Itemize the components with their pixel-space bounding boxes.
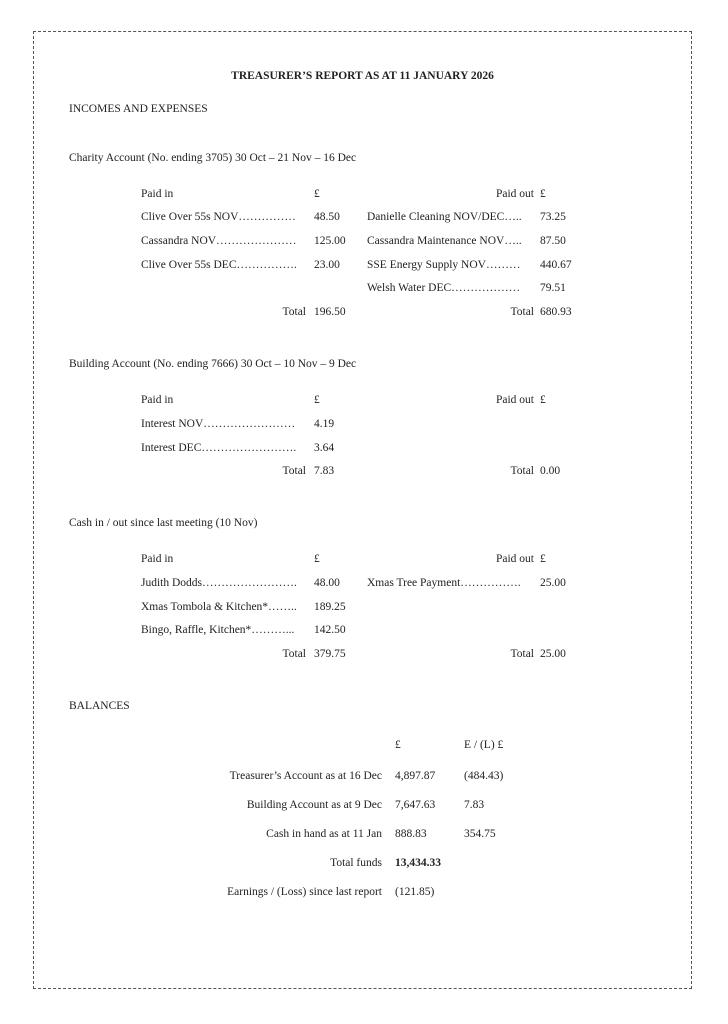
cash-in-item: Bingo, Raffle, Kitchen*………...: [141, 624, 295, 636]
charity-in-item: Cassandra NOV…………………: [141, 235, 297, 247]
cash-paid-out-label: Paid out: [495, 553, 534, 565]
balance-row-label: Building Account as at 9 Dec: [246, 799, 382, 811]
building-paid-in-label: Paid in: [141, 394, 174, 406]
charity-in-amount: 23.00: [314, 259, 340, 271]
cash-total-in-label: Total: [282, 648, 306, 660]
charity-total-out-label: Total: [510, 306, 534, 318]
charity-out-amount: 87.50: [540, 235, 566, 247]
charity-out-item: Cassandra Maintenance NOV…..: [367, 235, 522, 247]
charity-in-currency: £: [314, 188, 320, 200]
balance-row-amount: 888.83: [395, 828, 427, 840]
building-total-out-label: Total: [510, 465, 534, 477]
charity-out-item: SSE Energy Supply NOV………: [367, 259, 521, 271]
charity-out-amount: 79.51: [540, 282, 566, 294]
charity-in-amount: 125.00: [314, 235, 346, 247]
charity-in-amount: 48.50: [314, 211, 340, 223]
charity-paid-out-label: Paid out: [495, 188, 534, 200]
balance-row-el: 354.75: [464, 828, 496, 840]
building-in-item: Interest NOV……………………: [141, 418, 296, 430]
charity-in-item: Clive Over 55s DEC…………….: [141, 259, 297, 271]
balance-row-amount: 4,897.87: [395, 770, 436, 782]
earnings-value: (121.85): [395, 886, 435, 898]
charity-total-in-label: Total: [282, 306, 306, 318]
balances-heading: BALANCES: [69, 700, 130, 712]
total-funds-label: Total funds: [330, 857, 382, 869]
cash-in-amount: 48.00: [314, 577, 340, 589]
building-total-in-label: Total: [282, 465, 306, 477]
building-in-amount: 3.64: [314, 442, 335, 454]
building-heading: Building Account (No. ending 7666) 30 Oct – 10 Nov – 9 Dec: [69, 358, 357, 370]
charity-out-item: Welsh Water DEC………………: [367, 282, 521, 294]
cash-in-currency: £: [314, 553, 320, 565]
charity-total-out: 680.93: [540, 306, 572, 318]
balance-row-el: (484.43): [464, 770, 504, 782]
charity-heading: Charity Account (No. ending 3705) 30 Oct – 21 Nov – 16 Dec: [69, 152, 357, 164]
earnings-label: Earnings / (Loss) since last report: [227, 886, 382, 898]
cash-total-in: 379.75: [314, 648, 346, 660]
building-in-item: Interest DEC…………………….: [141, 442, 297, 454]
total-funds-value: 13,434.33: [395, 857, 441, 869]
cash-out-currency: £: [540, 553, 546, 565]
cash-in-amount: 189.25: [314, 601, 346, 613]
building-out-currency: £: [540, 394, 546, 406]
building-total-in: 7.83: [314, 465, 335, 477]
cash-out-item: Xmas Tree Payment…………….: [367, 577, 521, 589]
balance-row-el: 7.83: [464, 799, 485, 811]
cash-total-out-label: Total: [510, 648, 534, 660]
charity-out-item: Danielle Cleaning NOV/DEC…..: [367, 211, 522, 223]
report-title: TREASURER’S REPORT AS AT 11 JANUARY 2026: [231, 70, 494, 82]
charity-total-in: 196.50: [314, 306, 346, 318]
balance-row-label: Treasurer’s Account as at 16 Dec: [229, 770, 382, 782]
cash-in-amount: 142.50: [314, 624, 346, 636]
cash-in-item: Xmas Tombola & Kitchen*……..: [141, 601, 297, 613]
balance-row-label: Cash in hand as at 11 Jan: [266, 828, 382, 840]
report-page: [33, 31, 692, 989]
building-paid-out-label: Paid out: [495, 394, 534, 406]
cash-out-amount: 25.00: [540, 577, 566, 589]
charity-paid-in-label: Paid in: [141, 188, 174, 200]
charity-out-amount: 73.25: [540, 211, 566, 223]
cash-total-out: 25.00: [540, 648, 566, 660]
cash-heading: Cash in / out since last meeting (10 Nov): [69, 517, 258, 529]
building-total-out: 0.00: [540, 465, 561, 477]
charity-out-amount: 440.67: [540, 259, 572, 271]
incomes-section-heading: INCOMES AND EXPENSES: [69, 103, 208, 115]
cash-paid-in-label: Paid in: [141, 553, 174, 565]
building-in-currency: £: [314, 394, 320, 406]
building-in-amount: 4.19: [314, 418, 335, 430]
charity-in-item: Clive Over 55s NOV……………: [141, 211, 296, 223]
charity-out-currency: £: [540, 188, 546, 200]
cash-in-item: Judith Dodds…………………….: [141, 577, 297, 589]
balance-row-amount: 7,647.63: [395, 799, 436, 811]
balances-col-el: E / (L) £: [464, 739, 504, 751]
balances-col-amount: £: [395, 739, 401, 751]
